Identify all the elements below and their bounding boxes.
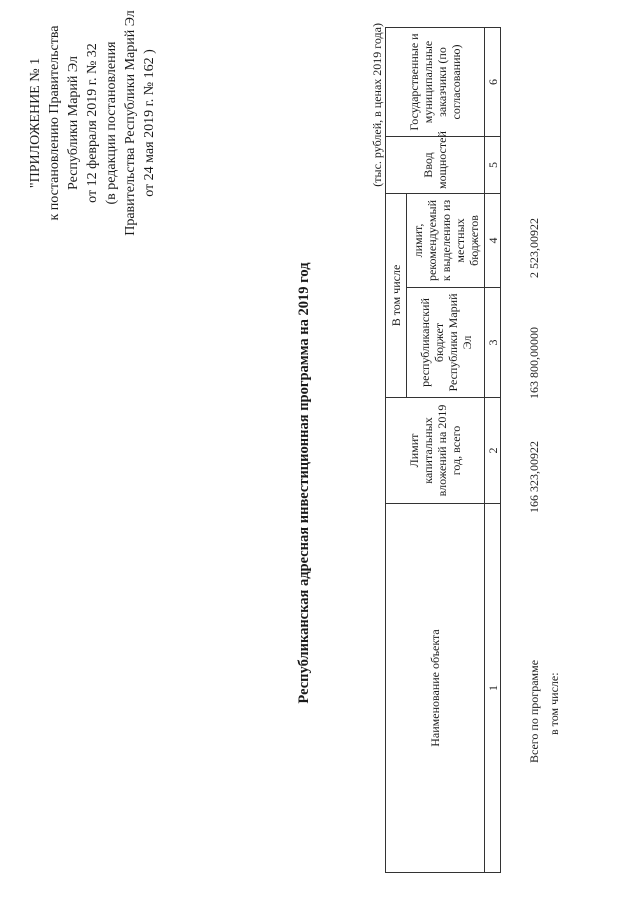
appendix-line: от 12 февраля 2019 г. № 32: [85, 43, 100, 203]
document-title: Республиканская адресная инвестиционная программа на 2019 год: [296, 262, 312, 704]
units-note: (тыс. рублей, в ценах 2019 года): [370, 23, 384, 187]
row-total-limit: 166 323,00922: [527, 441, 541, 513]
header-name: Наименование объекта: [386, 504, 485, 873]
program-table: [385, 27, 501, 873]
header-customers: Государственные и муниципальные заказчики (по согласованию): [386, 28, 485, 137]
row-total-label: Всего по программе: [527, 659, 541, 763]
column-number: 1: [485, 504, 501, 873]
appendix-line: Правительства Республики Марий Эл: [123, 10, 138, 236]
column-number: 6: [485, 28, 501, 137]
appendix-line: (в редакции постановления: [104, 41, 119, 205]
column-number: 3: [485, 288, 501, 398]
column-number: 5: [485, 137, 501, 194]
appendix-line: Республики Марий Эл: [66, 56, 81, 190]
column-number: 4: [485, 194, 501, 288]
column-number: 2: [485, 398, 501, 504]
appendix-line: "ПРИЛОЖЕНИЕ № 1: [28, 57, 43, 189]
header-including: В том числе: [386, 194, 407, 398]
header-local: лимит, рекомендуемый к выделению из местных бюджетов: [407, 194, 485, 288]
header-capacity: Ввод мощностей: [386, 137, 485, 194]
appendix-line: от 24 мая 2019 г. № 162 ): [142, 49, 157, 197]
header-limit: Лимит капитальных вложений на 2019 год, всего: [386, 398, 485, 504]
row-total-republican: 163 800,00000: [527, 327, 541, 399]
appendix-line: к постановлению Правительства: [47, 25, 62, 221]
appendix-header: [26, 0, 159, 273]
row-total-local: 2 523,00922: [527, 218, 541, 278]
header-republican: республиканский бюджет Республики Марий Эл: [407, 288, 485, 398]
row-including-label: в том числе:: [547, 672, 561, 735]
